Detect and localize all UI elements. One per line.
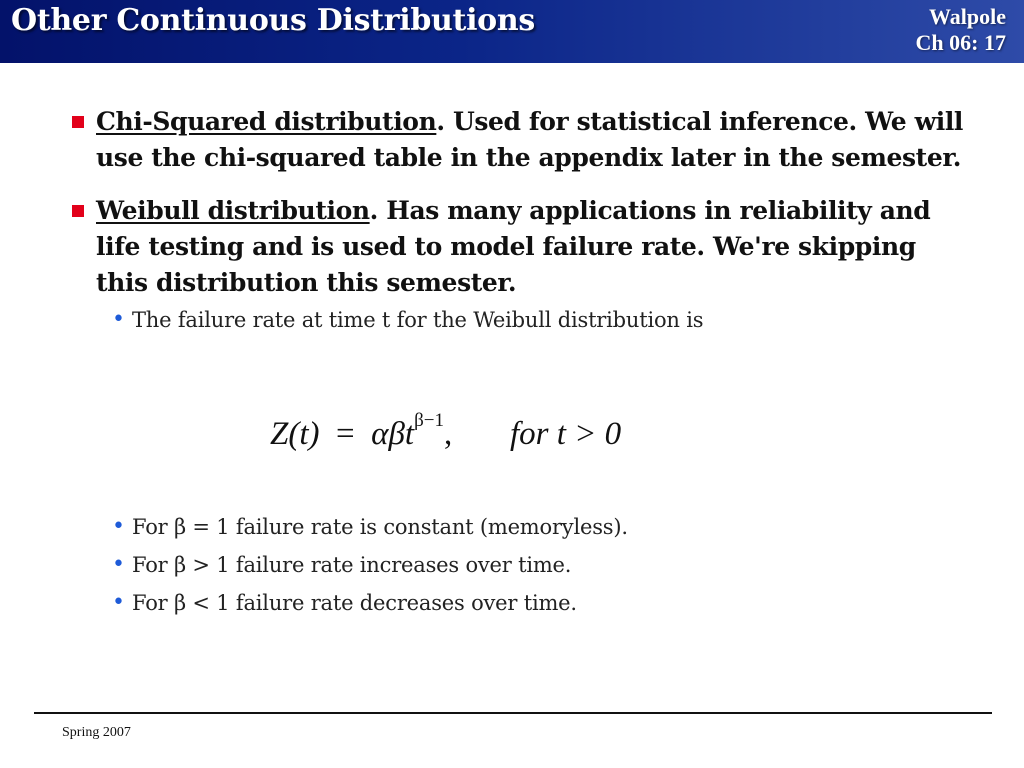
book-name: Walpole — [928, 4, 1006, 29]
formula-comma: , — [443, 416, 453, 452]
bullet-weibull — [70, 193, 970, 301]
square-bullet-icon — [72, 116, 84, 128]
square-bullet-icon — [72, 205, 84, 217]
slide-title: Other Continuous Distributions — [11, 3, 535, 38]
beta-cases — [70, 508, 970, 622]
slide-header — [0, 0, 1024, 63]
dot-bullet-icon: • — [112, 307, 125, 332]
bullet-term: Weibull distribution — [96, 196, 370, 225]
slide-reference — [916, 4, 1006, 56]
slide-body — [70, 104, 970, 339]
bullet-term: Chi-Squared distribution — [96, 107, 437, 136]
sub-bullet-text: For β > 1 failure rate increases over time. — [132, 553, 572, 577]
formula-exponent: β−1 — [414, 410, 444, 431]
bullet-text: . Used for statistical inference. We will use the chi-squared table in the appendix later in the semester. — [96, 107, 964, 172]
formula-rhs: αβt — [371, 416, 415, 452]
formula-equals: = — [336, 416, 355, 452]
sub-bullet-beta-greater — [112, 546, 970, 584]
weibull-failure-rate-formula — [270, 410, 622, 453]
sub-bullet-beta-equal — [112, 508, 970, 546]
bullet-chi-squared — [70, 104, 970, 176]
formula-lhs: Z(t) — [270, 416, 320, 452]
sub-bullet-beta-less — [112, 584, 970, 622]
sub-bullet-text: For β = 1 failure rate is constant (memoryless). — [132, 515, 628, 539]
footer-divider — [34, 712, 992, 714]
sub-bullet-text: The failure rate at time t for the Weibull distribution is — [132, 308, 704, 332]
dot-bullet-icon: • — [112, 590, 125, 615]
chapter-page: Ch 06: 17 — [915, 30, 1006, 55]
sub-bullet-weibull-note — [112, 301, 970, 339]
formula-condition: for t > 0 — [509, 416, 622, 452]
bullet-text: . Has many applications in reliability and life testing and is used to model failure rate. We're skipping this distribution this semester. — [96, 196, 931, 297]
footer-date: Spring 2007 — [62, 725, 131, 740]
dot-bullet-icon: • — [112, 514, 125, 539]
dot-bullet-icon: • — [112, 552, 125, 577]
sub-bullet-text: For β < 1 failure rate decreases over time. — [132, 591, 577, 615]
